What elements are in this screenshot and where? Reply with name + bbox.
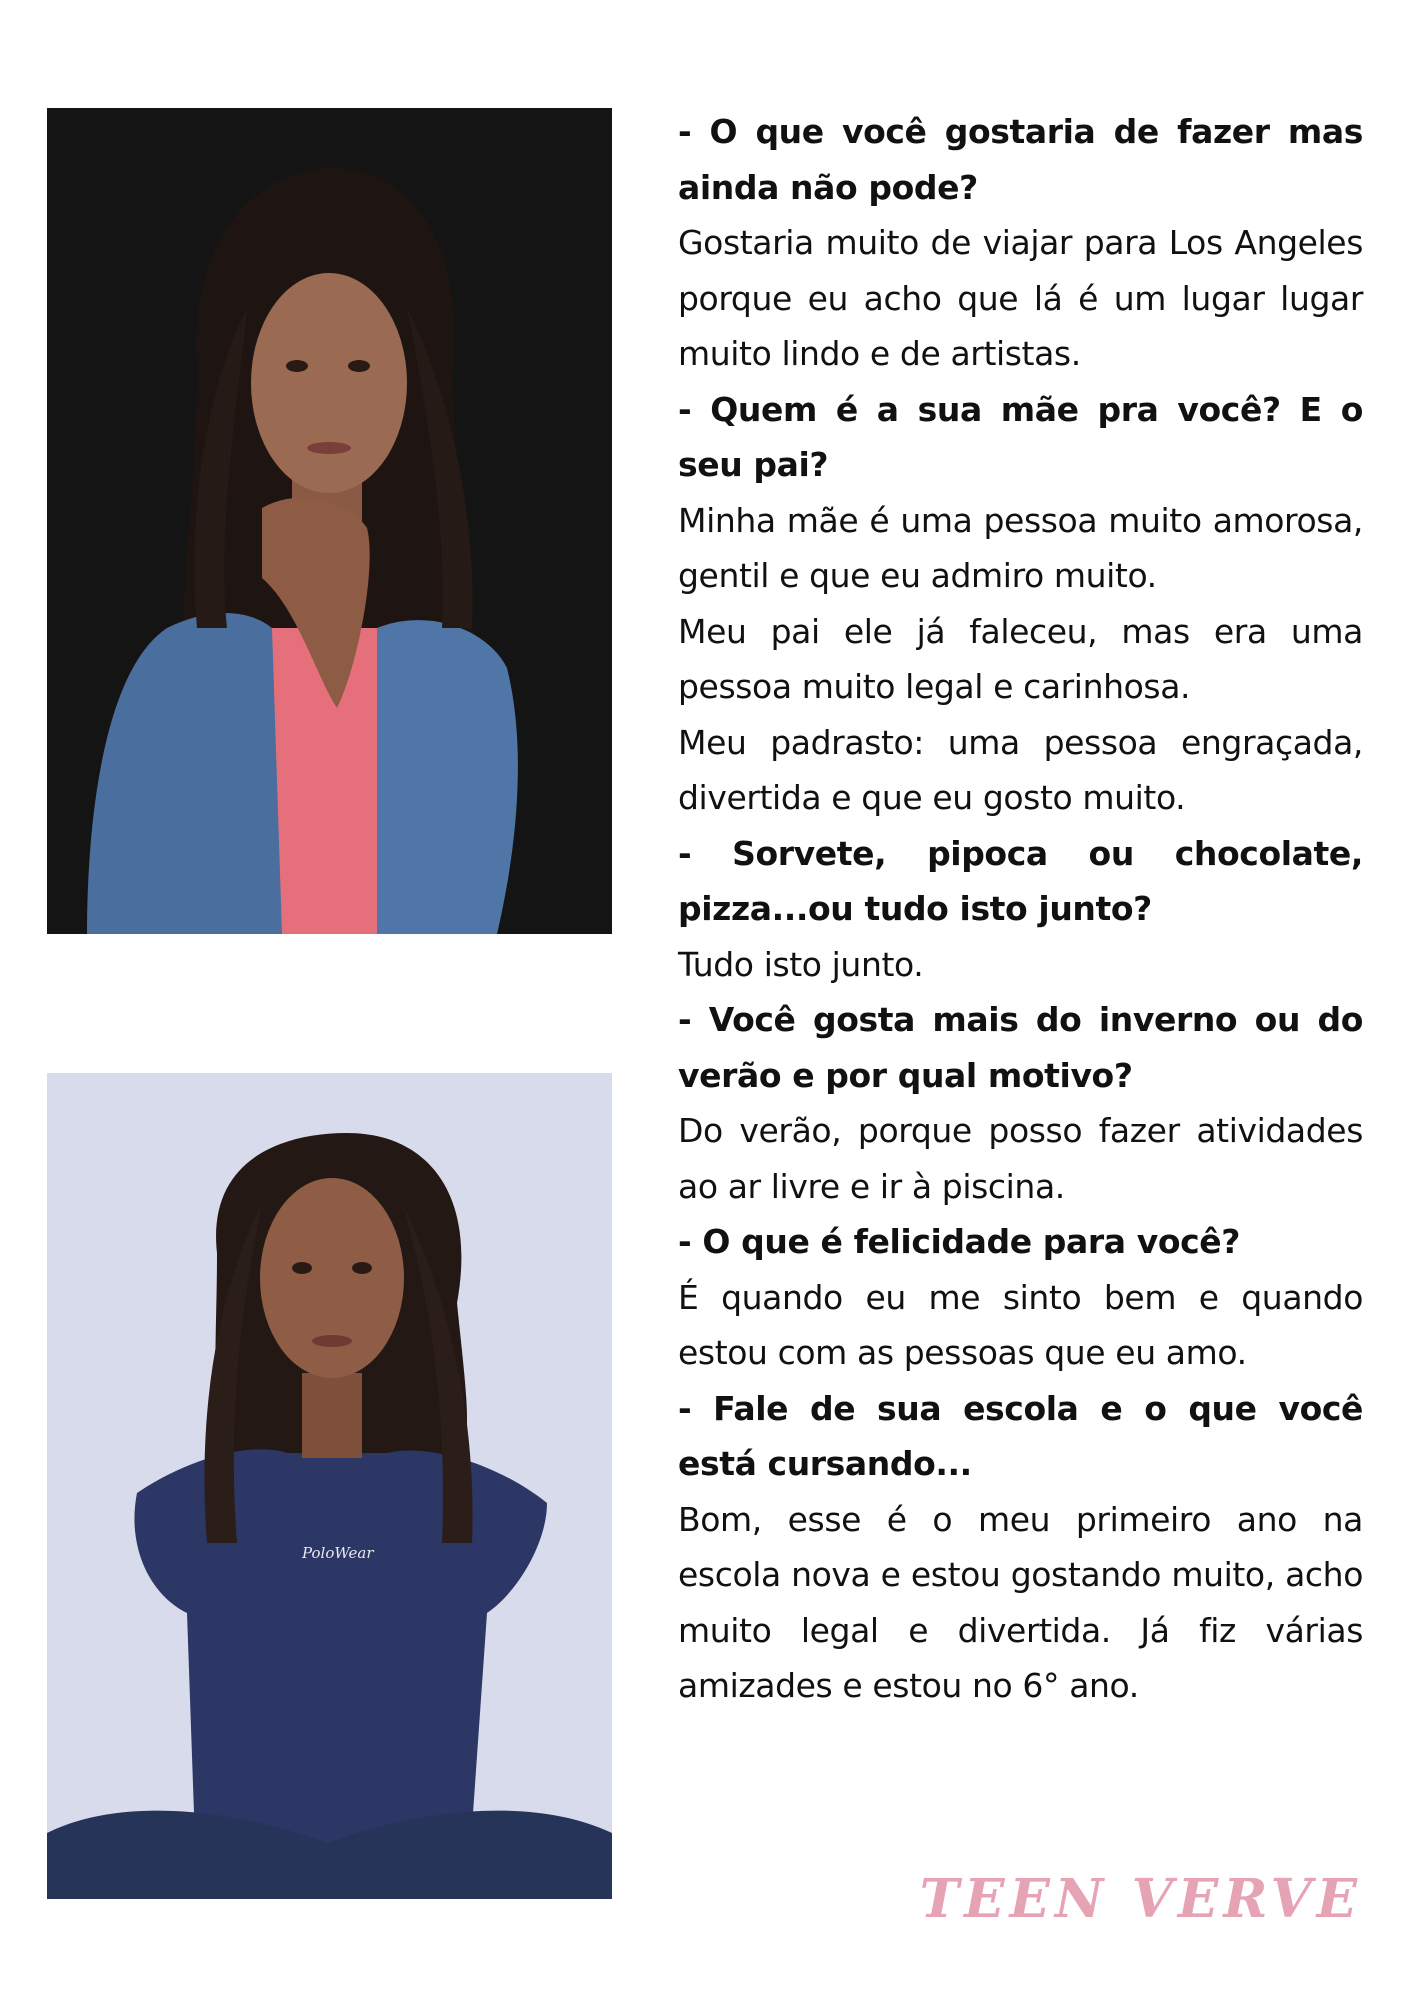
question-4: - Você gosta mais do inverno ou do verão e por qual motivo? (678, 1000, 1363, 1095)
question-1: - O que você gostaria de fazer mas ainda não pode? (678, 112, 1363, 207)
question-6: - Fale de sua escola e o que você está cursando... (678, 1388, 1363, 1483)
portrait-photo-top (47, 108, 612, 934)
answer-3: Tudo isto junto. (678, 944, 924, 984)
question-3: - Sorvete, pipoca ou chocolate, pizza...ou tudo isto junto? (678, 833, 1363, 928)
answer-1: Gostaria muito de viajar para Los Angeles porque eu acho que lá é um lugar lugar muito lindo e de artistas. (678, 223, 1363, 373)
answer-2a: Minha mãe é uma pessoa muito amorosa, gentil e que eu admiro muito. (678, 500, 1363, 595)
answer-6: Bom, esse é o meu primeiro ano na escola nova e estou gostando muito, acho muito legal e divertida. Já fiz várias amizades e estou no 6° ano. (678, 1499, 1363, 1705)
answer-2b: Meu pai ele já faleceu, mas era uma pessoa muito legal e carinhosa. (678, 611, 1363, 706)
shirt-print-text: PoloWear (302, 1544, 374, 1562)
question-5: - O que é felicidade para você? (678, 1222, 1240, 1261)
answer-4: Do verão, porque posso fazer atividades ao ar livre e ir à piscina. (678, 1111, 1363, 1206)
interview-text (678, 104, 1363, 1714)
answer-5: É quando eu me sinto bem e quando estou com as pessoas que eu amo. (678, 1277, 1363, 1372)
question-2: - Quem é a sua mãe pra você? E o seu pai? (678, 389, 1363, 484)
portrait-photo-bottom (47, 1073, 612, 1899)
answer-2c: Meu padrasto: uma pessoa engraçada, divertida e que eu gosto muito. (678, 722, 1363, 817)
brand-logo: TEEN VERVE (919, 1868, 1362, 1930)
